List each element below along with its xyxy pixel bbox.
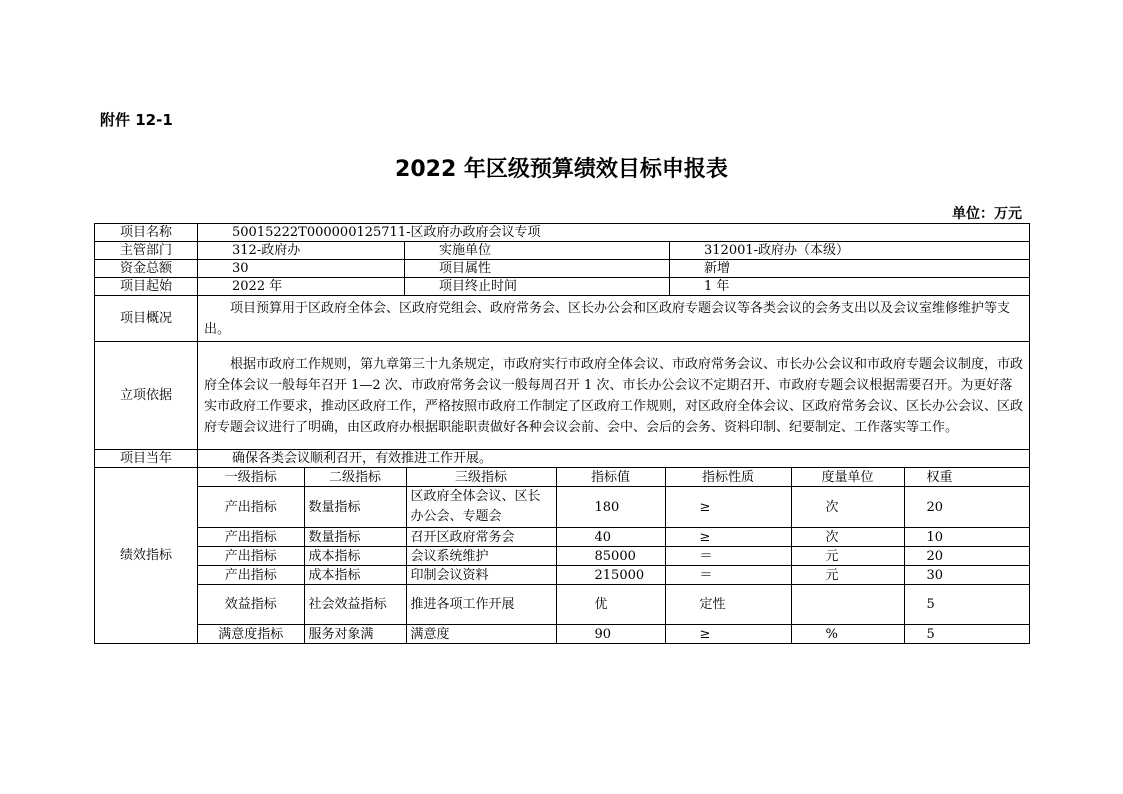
row-level1: 满意度指标 [198,625,304,644]
row-value: 215000 [556,566,665,585]
overview-label: 项目概况 [95,296,198,342]
row-level2: 社会效益指标 [304,585,406,625]
row-level1: 效益指标 [198,585,304,625]
performance-label: 绩效指标 [95,468,198,644]
row-level1: 产出指标 [198,487,304,528]
row-value: 85000 [556,547,665,566]
row-weight: 30 [904,566,1029,585]
row-nature: ≥ [665,528,791,547]
row-level2: 成本指标 [304,547,406,566]
attachment-label: 附件 12-1 [100,111,173,129]
basis-text: 根据市政府工作规则，第九章第三十九条规定，市政府实行市政府全体会议、市政府常务会议、市长办公会议和市政府专题会议制度，市政府全体会议一般每年召开 1—2 次、市政府常务会议一般每周召开 1 次、市长办公会议不定期召开、市政府专题会议根据需要召开。为更好落实市政府工作要求，推动区政府工作，严格按照市政府工作制定了区政府工作规则，对区政府全体会议、区政府常务会议、区长办公会议、区政府专题会议进行了明确，由区政府办根据职能职责做好各种会议会前、会中、会后的会务、资料印制、纪要制定、工作落实等工作。 [198,342,1030,450]
start-value: 2022 年 [198,278,405,296]
performance-target-table [94,223,1030,644]
row-nature: ≥ [665,487,791,528]
row-level1: 产出指标 [198,566,304,585]
indicator-row [198,585,1029,625]
row-level3: 召开区政府常务会 [406,528,556,547]
end-value: 1 年 [670,278,1030,296]
header-nature: 指标性质 [665,468,791,487]
header-value: 指标值 [556,468,665,487]
row-level3: 满意度 [406,625,556,644]
unit-label: 单位：万元 [952,206,1022,222]
header-weight: 权重 [904,468,1029,487]
row-level1: 产出指标 [198,528,304,547]
year-goal-label: 项目当年 [95,450,198,468]
row-level2: 数量指标 [304,487,406,528]
row-nature: ≥ [665,625,791,644]
header-level2: 二级指标 [304,468,406,487]
row-nature: ＝ [665,566,791,585]
row-value: 90 [556,625,665,644]
row-level1: 产出指标 [198,547,304,566]
header-level1: 一级指标 [198,468,304,487]
indicator-row [198,528,1029,547]
row-level3: 会议系统维护 [406,547,556,566]
row-weight: 20 [904,547,1029,566]
indicator-row [198,487,1029,528]
row-unit: 元 [791,547,904,566]
row-level3: 区政府全体会议、区长办公会、专题会 [406,487,556,528]
row-level3: 推进各项工作开展 [406,585,556,625]
indicator-row [198,566,1029,585]
impl-label: 实施单位 [405,242,670,260]
row-unit: 次 [791,528,904,547]
basis-label: 立项依据 [95,342,198,450]
row-unit: % [791,625,904,644]
page-title: 2022 年区级预算绩效目标申报表 [395,157,728,182]
indicator-row [198,625,1029,644]
row-weight: 20 [904,487,1029,528]
row-weight: 5 [904,625,1029,644]
impl-value: 312001-政府办（本级） [670,242,1030,260]
row-level2: 成本指标 [304,566,406,585]
start-label: 项目起始 [95,278,198,296]
row-level3: 印制会议资料 [406,566,556,585]
header-unit: 度量单位 [791,468,904,487]
header-level3: 三级指标 [406,468,556,487]
row-nature: ＝ [665,547,791,566]
project-name-value: 50015222T000000125711-区政府办政府会议专项 [198,224,1030,242]
indicator-row [198,547,1029,566]
row-level2: 服务对象满 [304,625,406,644]
overview-text: 项目预算用于区政府全体会、区政府党组会、政府常务会、区长办公会和区政府专题会议等各类会议的会务支出以及会议室维修维护等支出。 [198,296,1030,342]
fund-value: 30 [198,260,405,278]
row-weight: 5 [904,585,1029,625]
attr-value: 新增 [670,260,1030,278]
row-unit: 次 [791,487,904,528]
attr-label: 项目属性 [405,260,670,278]
dept-label: 主管部门 [95,242,198,260]
row-weight: 10 [904,528,1029,547]
end-label: 项目终止时间 [405,278,670,296]
row-unit: 元 [791,566,904,585]
year-goal-text: 确保各类会议顺利召开，有效推进工作开展。 [198,450,1030,468]
project-name-label: 项目名称 [95,224,198,242]
indicator-table [198,468,1029,643]
indicator-header-row [198,468,1029,487]
row-nature: 定性 [665,585,791,625]
row-value: 优 [556,585,665,625]
row-level2: 数量指标 [304,528,406,547]
row-value: 40 [556,528,665,547]
row-value: 180 [556,487,665,528]
fund-label: 资金总额 [95,260,198,278]
row-unit [791,585,904,625]
dept-value: 312-政府办 [198,242,405,260]
